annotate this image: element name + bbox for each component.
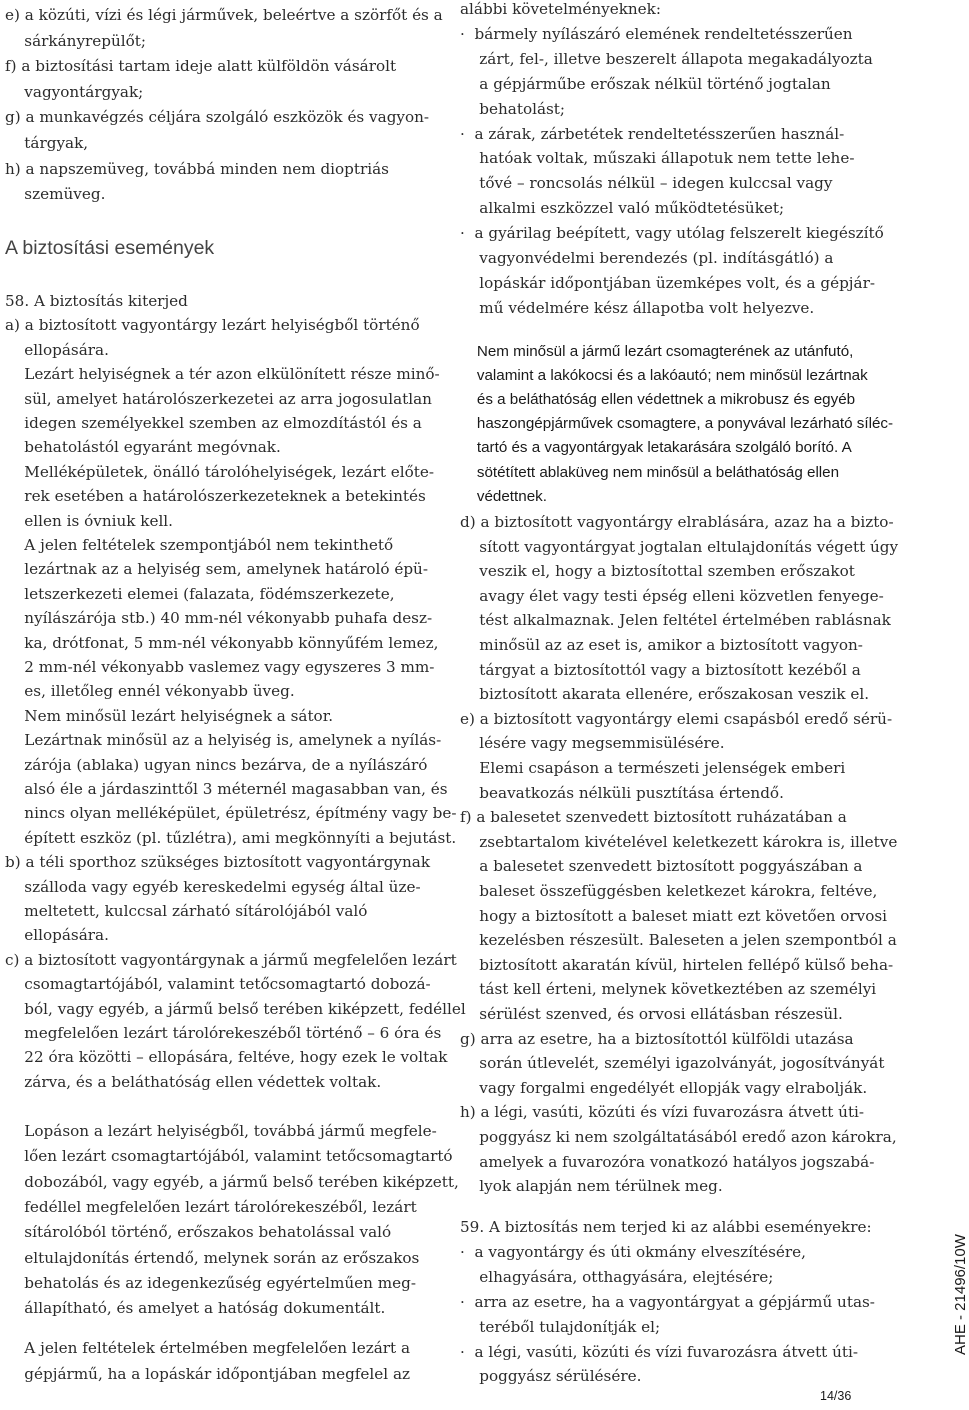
text-line: A jelen feltételek értelmében megfelelően lezárt a (5, 1339, 410, 1357)
text-line: amelyek a fuvarozóra vonatkozó hatályos jogszabá- (460, 1152, 875, 1171)
text-line: csomagtartójából, valamint tetőcsomagtartó dobozá- (5, 975, 431, 994)
text-line: 58. A biztosítás kiterjed (5, 292, 188, 310)
text-line: behatolástól egyaránt megóvnak. (5, 438, 281, 457)
text-line: a) a biztosított vagyontárgy lezárt helyiségből történő (5, 316, 420, 335)
text-line: ellopására. (5, 340, 109, 359)
text-line: zárója (ablaka) ugyan nincs bezárva, de a nyílászáró (5, 755, 428, 774)
page-number: 14/36 (820, 1389, 852, 1403)
text-line: beavatkozás nélküli pusztítása értendő. (460, 783, 784, 802)
document-code: AHE - 21496/10W (952, 1234, 969, 1355)
text-line: Lezárt helyiségnek a tér azon elkülönített része minő- (5, 365, 440, 384)
text-line: avagy élet vagy testi épség elleni közvetlen fenyege- (460, 586, 884, 605)
text-line: g) arra az esetre, ha a biztosítottól külföldi utazása (460, 1029, 854, 1048)
text-line: lyok alapján nem térülnek meg. (460, 1177, 723, 1196)
text-line: baleset összefüggésben keletkezet károkra, feltéve, (460, 882, 878, 900)
text-line: lezártnak az a helyiség sem, amelynek határoló épü- (5, 560, 428, 579)
text-line: · a gyárilag beépített, vagy utólag felszerelt kiegészítő (460, 224, 884, 243)
text-line: alábbi követelményeknek: (460, 0, 661, 18)
text-line: elhagyására, otthagyására, elejtésére; (460, 1267, 774, 1286)
text-line: mű védelmére kész állapotba volt helyezve. (460, 298, 815, 317)
text-line: nincs olyan melléképület, épületrész, építmény vagy be- (5, 804, 457, 823)
text-line: ból, vagy egyéb, a jármű belső terében kiképzett, fedéllel (5, 999, 466, 1018)
text-line: behatolás és az idegenkezűség egyértelműen meg- (5, 1273, 417, 1292)
text-line: zárva, és a beláthatóság ellen védettek voltak. (5, 1072, 382, 1091)
text-line: sított vagyontárgyat jogtalan eltulajdonítás végett úgy (460, 537, 899, 556)
text-line: · bármely nyílászáró elemének rendeltetésszerűen (460, 24, 853, 43)
text-line: biztosított akaratán kívül, hirtelen fellépő külső beha- (460, 955, 894, 974)
text-line: g) a munkavégzés céljára szolgáló eszközök és vagyon- (5, 108, 430, 127)
text-line: szemüveg. (5, 185, 106, 204)
text-line: biztosított akarata ellenére, erőszakosan veszik el. (460, 685, 870, 704)
text-line: Nem minősül lezárt helyiségnek a sátor. (5, 706, 334, 725)
text-line: minősül az az eset is, amikor a biztosított vagyon- (460, 636, 863, 654)
text-line: ka, drótfonat, 5 mm-nél vékonyabb könnyűfém lemez, (5, 633, 439, 652)
text-line: idegen személyekkel szemben az elmozdítástól és a (5, 414, 422, 432)
text-line: tartó és a vagyontárgyak letakarására szolgáló borító. A (460, 439, 852, 457)
text-line: · a zárak, zárbetétek rendeltetésszerűen használ- (460, 124, 845, 143)
section-heading: A biztosítási események (5, 237, 215, 259)
text-line: · a vagyontárgy és úti okmány elveszítésére, (460, 1242, 806, 1261)
text-line: letszerkezeti elemei (falazata, födémszerkezete, (5, 584, 395, 603)
text-line: hatóak voltak, műszaki állapotuk nem tette lehe- (460, 149, 855, 168)
text-line: d) a biztosított vagyontárgy elrablására, azaz ha a bizto- (460, 513, 894, 531)
text-line: és a beláthatóság ellen védettnek a mikrobusz és egyéb (460, 391, 856, 409)
text-line: Nem minősül a jármű lezárt csomagterének az utánfutó, (460, 343, 854, 360)
text-line: tárgyak, (5, 134, 89, 152)
text-line: hogy a biztosított a baleset miatt ezt követően orvosi (460, 906, 888, 925)
text-line: Lopáson a lezárt helyiségből, továbbá jármű megfele- (5, 1122, 437, 1140)
text-line: haszongépjárművek csomagtere, a ponyvával lezárható síléc- (460, 415, 894, 433)
text-line: állapítható, és amelyet a hatóság dokumentált. (5, 1299, 386, 1318)
text-line: 59. A biztosítás nem terjed ki az alábbi eseményekre: (460, 1218, 872, 1236)
text-line: Lezártnak minősül az a helyiség is, amelynek a nyílás- (5, 731, 442, 750)
text-line: A jelen feltételek szempontjából nem tekinthető (5, 536, 394, 554)
text-line: zárt, fel-, illetve beszerelt állapota megakadályozta (460, 49, 873, 68)
text-line: · arra az esetre, ha a vagyontárgyat a gépjármű utas- (460, 1292, 875, 1311)
text-line: sötétített ablaküveg nem minősül a beláthatóság ellen (460, 463, 840, 481)
text-line: lően lezárt csomagtartójából, valamint tetőcsomagtartó (5, 1147, 453, 1166)
text-line: alsó éle a járdaszinttől 3 méternél magasabban van, és (5, 780, 448, 798)
text-line: eltulajdonítás értendő, melynek során az erőszakos (5, 1248, 420, 1267)
text-line: védettnek. (460, 487, 547, 505)
text-line: valamint a lakókocsi és a lakóautó; nem minősül lezártnak (460, 367, 868, 385)
text-line: tővé – roncsolás nélkül – idegen kulccsal vagy (460, 174, 833, 193)
text-line: rek esetében a határolószerkezeteknek a betekintés (5, 487, 426, 506)
text-line: lopáskár időpontjában üzemképes volt, és a gépjár- (460, 273, 875, 292)
text-line: 22 óra közötti – ellopására, feltéve, hogy ezek le voltak (5, 1048, 448, 1067)
text-line: Melléképületek, önálló tárolóhelyiségek, lezárt előte- (5, 462, 434, 481)
text-line: során útlevelét, személyi igazolványát, jogosítványát (460, 1054, 885, 1073)
text-line: f) a balesetet szenvedett biztosított ruházatában a (460, 808, 847, 827)
text-line: veszik el, hogy a biztosítottal szemben erőszakot (460, 562, 855, 581)
text-line: es, illetőleg ennél vékonyabb üveg. (5, 682, 295, 701)
text-line: vagyontárgyak; (5, 82, 144, 101)
text-line: behatolást; (460, 99, 566, 118)
text-line: e) a biztosított vagyontárgy elemi csapásból eredő sérü- (460, 709, 893, 728)
text-line: fedéllel megfelelően lezárt tárolórekeszéből, lezárt (5, 1197, 417, 1216)
text-line: tést alkalmaznak. Jelen feltétel értelmében rablásnak (460, 611, 891, 630)
text-line: f) a biztosítási tartam ideje alatt külföldön vásárolt (5, 57, 397, 76)
text-line: nyílászárója stb.) 40 mm-nél vékonyabb puhafa desz- (5, 609, 433, 628)
text-line: ellopására. (5, 926, 109, 945)
text-line: lésére vagy megsemmisülésére. (460, 734, 725, 753)
text-line: Elemi csapáson a természeti jelenségek emberi (460, 759, 846, 777)
text-line: c) a biztosított vagyontárgynak a jármű megfelelően lezárt (5, 950, 457, 969)
text-line: sárkányrepülőt; (5, 31, 147, 50)
text-line: megfelelően lezárt tárolórekeszéből történő – 6 óra és (5, 1024, 442, 1042)
text-line: kezelésben részesült. Baleseten a jelen szempontból a (460, 931, 897, 950)
text-line: poggyász ki nem szolgáltatásából eredő azon károkra, (460, 1128, 897, 1146)
text-line: b) a téli sporthoz szükséges biztosított vagyontárgynak (5, 853, 431, 872)
text-line: szálloda vagy egyéb kereskedelmi egység által üze- (5, 877, 421, 896)
text-line: zsebtartalom kivételével keletkezett károkra is, illetve (460, 832, 898, 851)
text-line: a balesetet szenvedett biztosított poggyászában a (460, 857, 863, 876)
text-line: alkalmi eszközzel való működtetésüket; (460, 199, 785, 218)
text-line: sérülést szenved, és orvosi ellátásban részesül. (460, 1005, 843, 1023)
text-line: vagy forgalmi engedélyét ellopják vagy elrabolják. (460, 1078, 868, 1097)
text-line: meltetett, kulccsal zárható sítárolójából való (5, 902, 368, 920)
text-line: h) a légi, vasúti, közúti és vízi fuvarozásra átvett úti- (460, 1103, 865, 1122)
text-line: teréből tulajdonítják el; (460, 1317, 661, 1336)
text-line: épített eszköz (pl. tűzlétra), ami megkönnyíti a bejutást. (5, 828, 457, 847)
text-line: gépjármű, ha a lopáskár időpontjában megfelel az (5, 1364, 410, 1383)
text-line: poggyász sérülésére. (460, 1367, 642, 1386)
text-line: vagyonvédelmi berendezés (pl. indításgátló) a (460, 249, 834, 267)
text-line: dobozából, vagy egyéb, a jármű belső terében kiképzett, (5, 1172, 459, 1191)
text-line: h) a napszemüveg, továbbá minden nem dioptriás (5, 159, 389, 178)
text-line: · a légi, vasúti, közúti és vízi fuvarozásra átvett úti- (460, 1342, 858, 1361)
text-line: tást kell érteni, melynek következtében az személyi (460, 980, 877, 999)
text-line: 2 mm-nél vékonyabb vaslemez vagy egyszeres 3 mm- (5, 658, 435, 676)
text-line: tárgyat a biztosítottól vagy a biztosított kezéből a (460, 660, 861, 679)
text-line: ellen is óvniuk kell. (5, 511, 173, 530)
text-line: e) a közúti, vízi és légi járművek, beleértve a szörfőt és a (5, 6, 443, 24)
text-line: sítárolóból történő, erőszakos behatolással való (5, 1223, 392, 1242)
text-line: a gépjárműbe erőszak nélkül történő jogtalan (460, 74, 831, 93)
text-line: sül, amelyet határolószerkezetei az arra jogosulatlan (5, 389, 432, 408)
